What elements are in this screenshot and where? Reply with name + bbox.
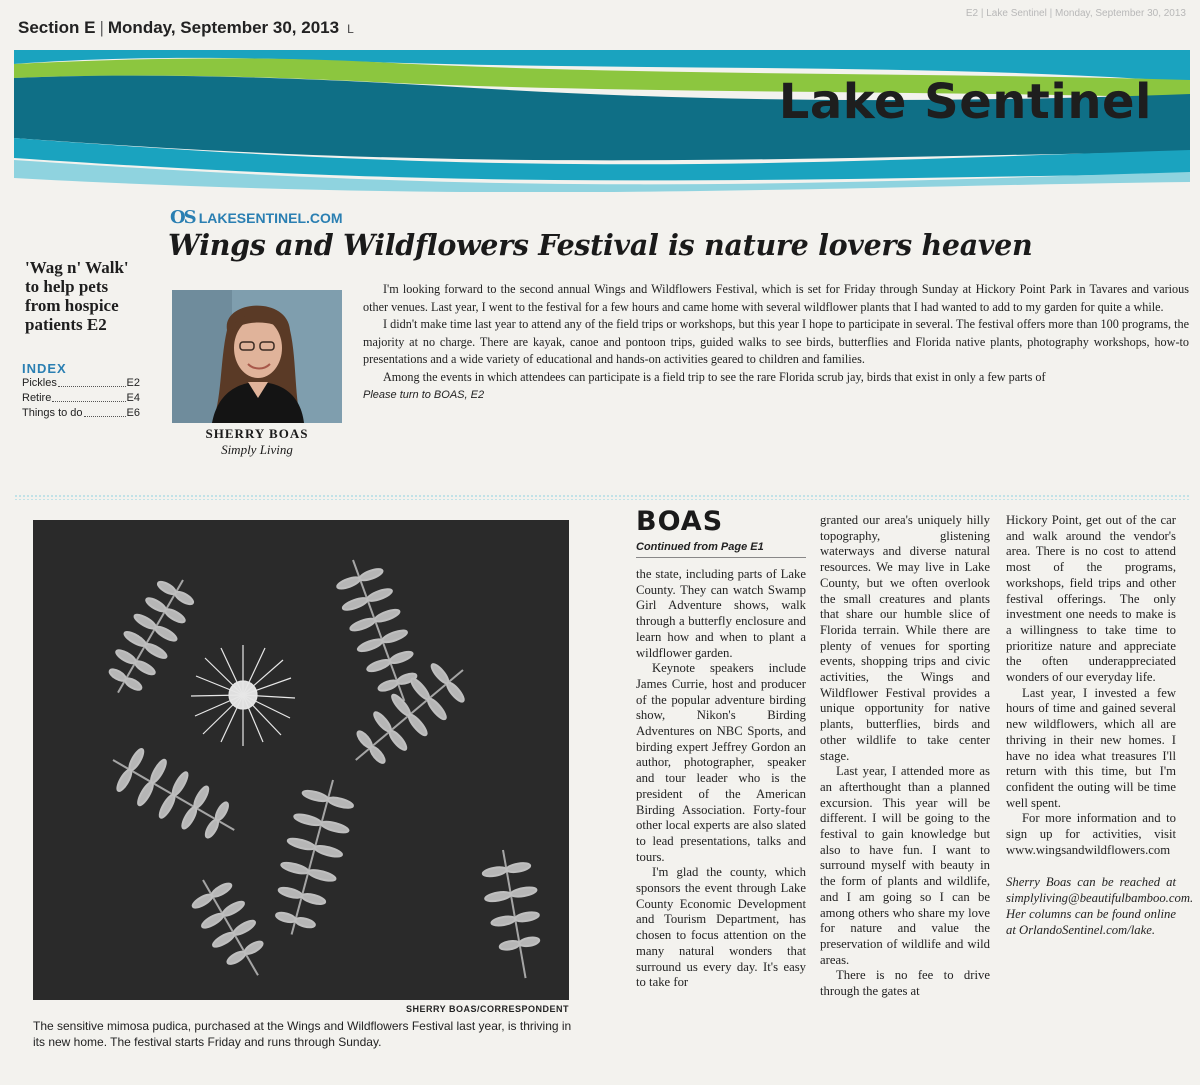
page-marker: L [347, 22, 354, 36]
sidebar-teaser[interactable]: 'Wag n' Walk' to help pets from hospice patients E2 [25, 258, 129, 334]
index-item[interactable] [22, 391, 140, 406]
jump-paragraph: There is no fee to drive through the gates at [820, 968, 990, 999]
mimosa-photo [33, 520, 569, 1000]
page-headline: Wings and Wildflowers Festival is nature lovers heaven [168, 228, 1033, 262]
jump-paragraph: Hickory Point, get out of the car and walk around the vendor's area. There is no cost to attend most of the programs, workshops, field trips and other festival offerings. The only investment one needs to make is a willingness to take time to prioritize nature and appreciate the often underappreciated wonders of our everyday life. [1006, 513, 1176, 685]
jump-paragraph: Keynote speakers include James Currie, host and producer of the popular adventure birding show, Nikon's Birding Adventures on NBC Sports, and birding expert Jeffrey Gordon an author, photographer, speaker and tour leader who is the president of the American Birding Association. Forty-four other local experts are also slated to lead presentations, talks and tours. [636, 661, 806, 864]
index-title: INDEX [22, 361, 67, 376]
index-page: E2 [126, 377, 140, 389]
front-story-body [363, 281, 1189, 404]
mimosa-plant-icon [33, 520, 569, 1000]
index-label: Pickles [22, 377, 57, 389]
jump-paragraph: granted our area's uniquely hilly topography, glistening waterways and diverse natural resources. We may live in Lake County, but we often overlook the small creatures and plants that share our humble slice of Florida terrain. While there are plenty of venues for sporting events, shopping trips and civic activities, the Wings and Wildflower Festival provides a unique opportunity for native plants, butterflies, birds and other wildlife to take center stage. [820, 513, 990, 763]
author-tagline: Sherry Boas can be reached at simplyliving@beautifulbamboo.com. Her columns can be found online at OrlandoSentinel.com/lake. [1006, 875, 1194, 938]
jump-column-1 [636, 567, 806, 991]
index-box [22, 361, 140, 421]
author-name: SHERRY BOAS [205, 426, 309, 441]
photo-caption: The sensitive mimosa pudica, purchased at the Wings and Wildflowers Festival last year, is thriving in its new home. The festival starts Friday and runs through Sunday. [33, 1019, 572, 1049]
site-url[interactable]: LAKESENTINEL.COM [198, 209, 343, 226]
continued-from[interactable]: Continued from Page E1 [636, 541, 764, 553]
site-logo[interactable] [170, 207, 343, 228]
jump-paragraph: the state, including parts of Lake County. They can watch Swamp Girl Adventure shows, walk through a butterfly enclosure and learn how and when to plant a wildflower garden. [636, 567, 806, 660]
masthead-title: Lake Sentinel [778, 74, 1152, 130]
section-label: Section E [18, 18, 96, 37]
index-page: E6 [126, 407, 140, 419]
jump-paragraph: Last year, I attended more as an afterthought than a planned excursion. This year will be different. I will be going to the festival to gain knowledge but also to have fun. I want to surround myself with beauty in the form of plants and wildlife, and I am going so I can be among others who share my love for nature and value the preservation of wildlife and wild areas. [820, 764, 990, 967]
story-paragraph: I'm looking forward to the second annual Wings and Wildflowers Festival, which is set for Friday through Sunday at Hickory Point Park in Tavares and various other venues. Last year, I went to the festival for a few hours and came home with several wildflower plants that I had wanted to add to my garden for quite a while. [363, 282, 1189, 314]
jump-paragraph: I'm glad the county, which sponsors the event through Lake County Economic Development and Tourism Department, has chosen to focus attention on the many natural wonders that surround us every day. It's easy to take for [636, 865, 806, 990]
story-paragraph: Among the events in which attendees can participate is a field trip to see the rare Florida scrub jay, birds that exist in only a few parts of [383, 369, 1046, 384]
dateline-separator: | [99, 18, 104, 37]
index-item[interactable] [22, 406, 140, 421]
column-name: Simply Living [221, 442, 293, 457]
os-logo-icon: OS [170, 207, 195, 228]
bleed-through-text: E2 | Lake Sentinel | Monday, September 30, 2013 [965, 8, 1186, 19]
jump-paragraph: Last year, I invested a few hours of time and gained several new wildflowers, which all are thriving in their new homes. I have no idea what treasures I'll return with this time, but I'm confident the outing will be time well spent. [1006, 685, 1176, 810]
index-label: Things to do [22, 407, 83, 419]
author-portrait-icon [172, 290, 342, 423]
jump-column-2 [820, 513, 990, 1000]
jump-paragraph: For more information and to sign up for activities, visit www.wingsandwildflowers.com [1006, 811, 1176, 857]
story-paragraph: I didn't make time last year to attend any of the field trips or workshops, but this year I hope to participate in several. The festival offers more than 100 programs, the majority at no charge. There are kayak, canoe and pontoon trips, guided walks to see birds, butterflies and Florida native plants, photography workshops, how-to presentations and a wide variety of educational and hands-on activities geared to children and families. [363, 317, 1189, 367]
continuation-line[interactable]: Please turn to BOAS, E2 [363, 388, 485, 401]
jump-column-3 [1006, 513, 1194, 938]
jump-rule [636, 557, 806, 558]
index-page: E4 [126, 392, 140, 404]
photo-credit: SHERRY BOAS/CORRESPONDENT [405, 1004, 569, 1014]
author-photo [172, 290, 342, 423]
issue-date: Monday, September 30, 2013 [107, 18, 340, 37]
jump-headline: BOAS [636, 506, 724, 537]
index-item[interactable] [22, 376, 140, 391]
section-dateline [18, 18, 354, 38]
index-label: Retire [22, 392, 52, 404]
